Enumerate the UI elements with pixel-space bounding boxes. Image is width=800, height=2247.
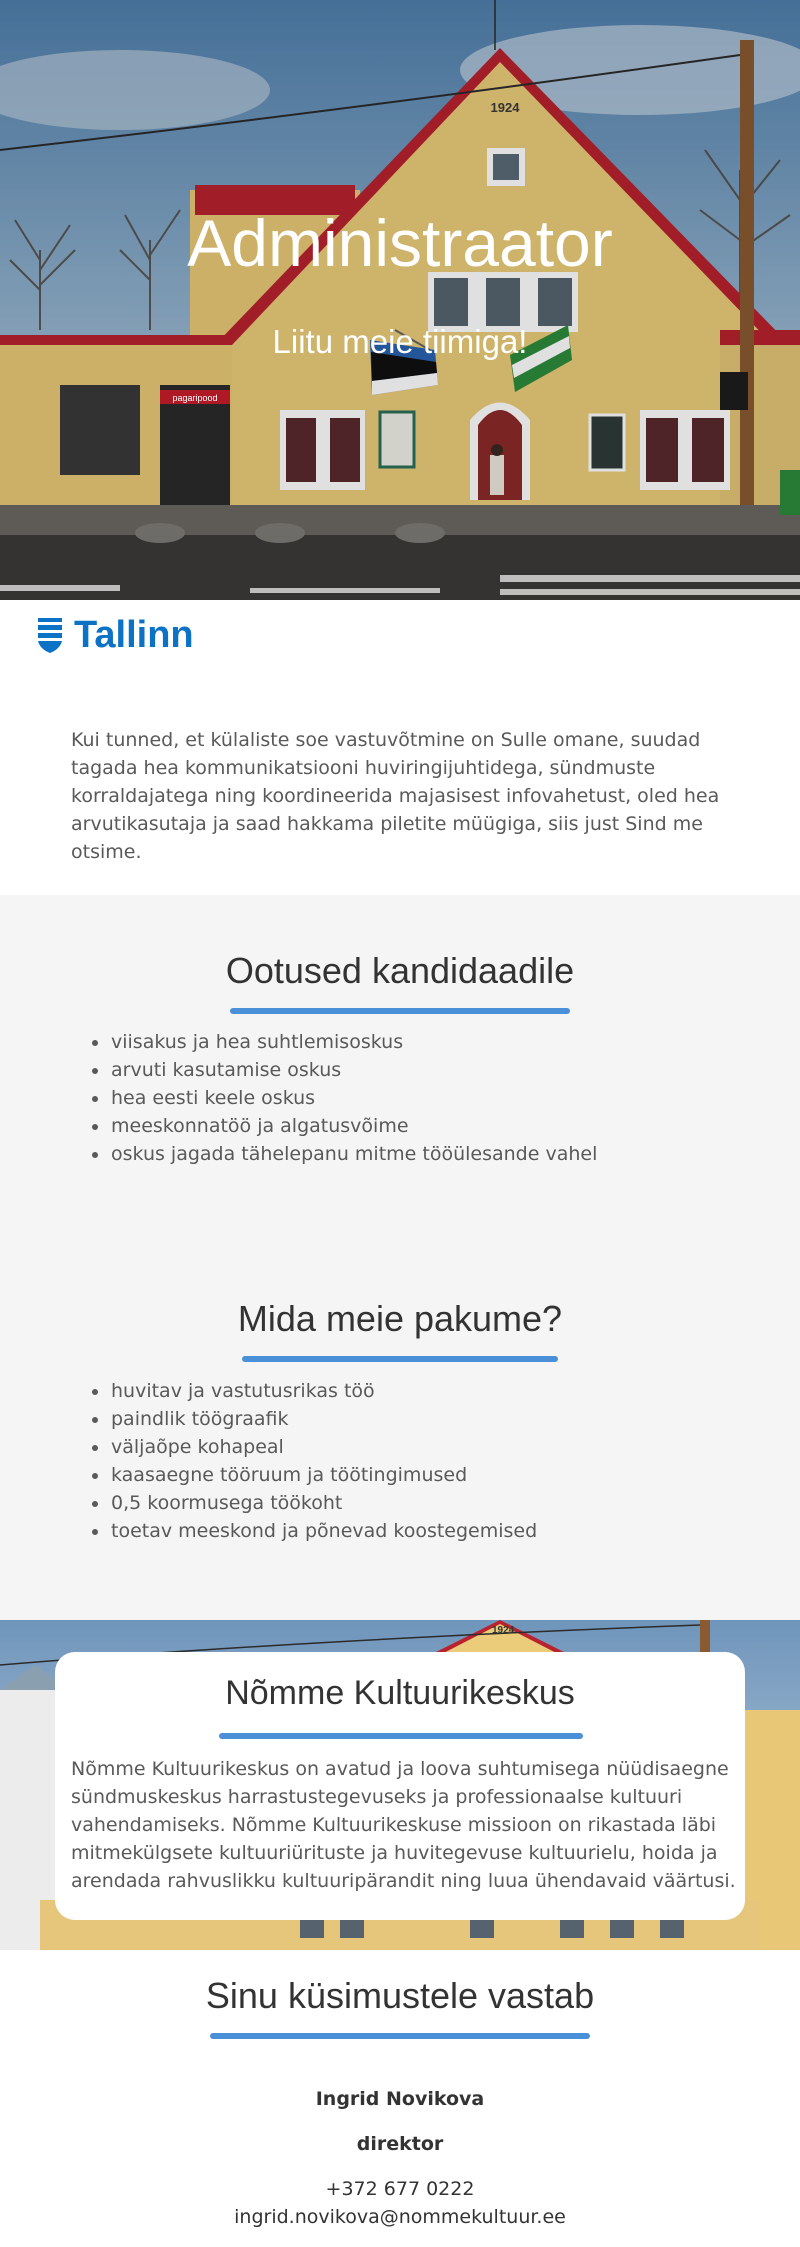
list-item: arvuti kasutamise oskus xyxy=(110,1056,597,1084)
list-item: toetav meeskond ja põnevad koostegemised xyxy=(110,1517,537,1545)
logo-text: Tallinn xyxy=(74,613,194,656)
list-item: viisakus ja hea suhtlemisoskus xyxy=(110,1028,597,1056)
intro-paragraph: Kui tunned, et külaliste soe vastuvõtmine on Sulle omane, suudad tagada hea kommunikatsiooni huviringijuhtidega, sündmuste korraldajatega ning koordineerida majasisest infovahetust, oled hea arvutikasutaja ja saad hakkama piletite müügiga, siis just Sind me otsime. xyxy=(71,729,720,863)
list-item: hea eesti keele oskus xyxy=(110,1084,597,1112)
expectations-underline xyxy=(230,1008,570,1014)
about-text: Nõmme Kultuurikeskus on avatud ja loova suhtumisega nüüdisaegne sündmuskeskus harrastustegevuseks ja professionaalse kultuuri vahendamiseks. Nõmme Kultuurikeskuse missioon on rikastada läbi mitmekülgsete kultuuriürituste ja huvitegevuse kultuurielu, hoida ja arendada rahvuslikku kultuuripärandit ning luua ühendavaid väärtusi. xyxy=(71,1758,736,1892)
requirements-section xyxy=(0,895,800,1620)
tallinn-logo[interactable] xyxy=(36,615,194,655)
list-item: väljaõpe kohapeal xyxy=(110,1433,537,1461)
about-title: Nõmme Kultuurikeskus xyxy=(225,1674,575,1712)
expectations-title: Ootused kandidaadile xyxy=(225,950,575,991)
list-item: 0,5 koormusega töökoht xyxy=(110,1489,537,1517)
contact-role: direktor xyxy=(356,2133,444,2155)
list-item: oskus jagada tähelepanu mitme tööülesande vahel xyxy=(110,1140,597,1168)
about-card xyxy=(55,1652,745,1920)
hero-year-text: 1924 xyxy=(490,100,520,115)
hero-banner xyxy=(0,0,800,600)
about-underline xyxy=(219,1733,583,1739)
list-item: paindlik töögraafik xyxy=(110,1405,537,1433)
offer-underline xyxy=(242,1356,558,1362)
list-item: huvitav ja vastutusrikas töö xyxy=(110,1377,537,1405)
contact-title: Sinu küsimustele vastab xyxy=(205,1975,595,2016)
list-item: meeskonnatöö ja algatusvõime xyxy=(110,1112,597,1140)
offer-title: Mida meie pakume? xyxy=(237,1298,563,1339)
hero-subtitle: Liitu meie tiimiga! xyxy=(272,323,528,360)
contact-phone[interactable]: +372 677 0222 xyxy=(325,2178,475,2200)
hero-title: Administraator xyxy=(187,206,613,280)
tallinn-coat-of-arms-icon xyxy=(36,616,64,654)
contact-underline xyxy=(210,2033,590,2039)
hero-shop-sign: pagaripood xyxy=(172,393,218,403)
expectations-list xyxy=(110,1028,597,1168)
contact-email[interactable]: ingrid.novikova@nommekultuur.ee xyxy=(234,2206,566,2228)
offer-list xyxy=(110,1377,537,1545)
hero-photo-building xyxy=(0,0,800,600)
band-year-text: 1924 xyxy=(492,1625,515,1636)
contact-name: Ingrid Novikova xyxy=(315,2088,485,2110)
list-item: kaasaegne tööruum ja töötingimused xyxy=(110,1461,537,1489)
